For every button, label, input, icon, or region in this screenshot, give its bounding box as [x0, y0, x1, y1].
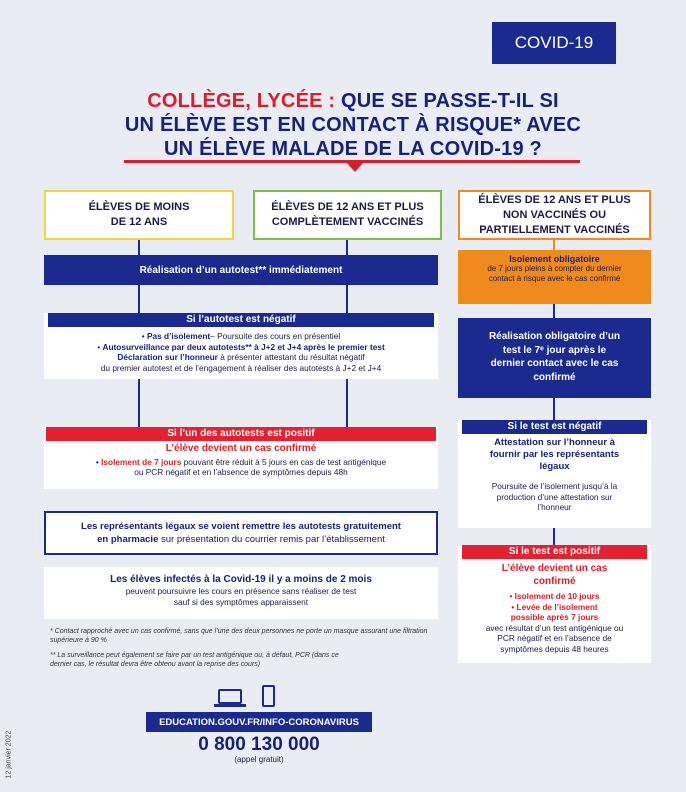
pharmacy-line-2: en pharmacie sur présentation du courrier remis par l’établissement [97, 534, 385, 545]
connector-line [138, 285, 140, 313]
connector-line [346, 240, 348, 255]
negative-line-4: du premier autotest et de l’engagement à réaliser des autotests à J+2 et J+4 [100, 362, 382, 373]
test-positive-bullet-2: • Levée de l’isolement possible après 7 jours [510, 601, 599, 622]
isolation-body: de 7 jours pleins à compter du dernier contact à risque avec le cas confirmé [487, 264, 622, 283]
covid-badge: COVID-19 [492, 22, 616, 64]
phone-number[interactable]: 0 800 130 000 [198, 734, 320, 755]
laptop-icon [218, 689, 242, 704]
positive-subtitle: L’élève devient un cas confirmé [165, 443, 317, 454]
column-header-unvaccinated: ÉLÈVES DE 12 ANS ET PLUS NON VACCINÉS OU PARTIELLEMENT VACCINÉS [458, 190, 651, 240]
title-line1-rest: QUE SE PASSE-T-IL SI [335, 90, 559, 112]
test-negative-box [458, 420, 651, 528]
negative-line-1: • Pas d’isolement– Poursuite des cours en présentiel [141, 331, 341, 341]
autotest-positive-header: Si l’un des autotests est positif [46, 427, 436, 441]
connector-line [553, 528, 555, 545]
test-positive-header: Si le test est positif [462, 545, 647, 559]
test-negative-title: Attestation sur l’honneur à fournir par les représentants légaux [489, 437, 620, 472]
connector-line [553, 304, 555, 318]
infected-title: Les élèves infectés à la Covid-19 il y a moins de 2 mois [110, 574, 372, 585]
pharmacy-line-1: Les représentants légaux se voient remettre les autotests gratuitement [81, 521, 401, 532]
website-link[interactable]: EDUCATION.GOUV.FR/INFO-CORONAVIRUS [146, 712, 372, 732]
connector-line [553, 398, 555, 420]
page-title [60, 90, 646, 161]
laptop-icon-base [214, 704, 246, 707]
date-label: 12 janvier 2022 [5, 730, 13, 779]
autotest-positive-box [44, 427, 438, 489]
phone-icon [262, 685, 275, 707]
test-negative-body: Poursuite de l’isolement jusqu’à la production d’une attestation sur l’honneur [491, 481, 618, 512]
title-line3: UN ÉLÈVE MALADE DE LA COVID-19 ? [164, 138, 542, 160]
negative-line-2: • Autosurveillance par deux autotests** à J+2 et J+4 après le premier test [97, 341, 385, 352]
connector-line [138, 379, 140, 427]
title-divider-arrow [346, 162, 364, 172]
test-negative-header: Si le test est négatif [462, 420, 647, 434]
title-line2: UN ÉLÈVE EST EN CONTACT À RISQUE* AVEC [124, 114, 582, 136]
title-red-part: COLLÈGE, LYCÉE : [147, 90, 336, 112]
test-positive-bullet-1: • Isolement de 10 jours [509, 591, 600, 601]
connector-line [553, 240, 555, 250]
footnote-2: ** La surveillance peut également se faire par un test antigénique ou, à défaut, PCR (dans ce dernier cas, le résultat devra être obtenu avant la reprise des cours) [50, 652, 339, 668]
connector-line [346, 379, 348, 427]
phone-note: (appel gratuit) [234, 755, 284, 764]
test-positive-body: avec résultat d’un test antigénique ou PCR négatif et en l’absence de symptômes depuis 48 heures [485, 622, 624, 654]
positive-line-1: • Isolement de 7 jours pouvant être réduit à 5 jours en cas de test antigénique [95, 456, 387, 467]
infected-line-2: sauf si des symptômes apparaissent [173, 596, 309, 607]
isolation-box [458, 250, 651, 304]
connector-line [138, 240, 140, 255]
autotest-negative-header: Si l’autotest est négatif [48, 313, 434, 327]
test-day7-box: Réalisation obligatoire d’un test le 7ᵉ jour après le dernier contact avec le cas confirmé [458, 318, 651, 398]
autotest-negative-box [44, 313, 438, 379]
test-positive-subtitle: L’élève devient un cas confirmé [501, 563, 608, 587]
column-header-vaccinated: ÉLÈVES DE 12 ANS ET PLUS COMPLÈTEMENT VACCINÉS [253, 190, 442, 240]
isolation-title: Isolement obligatoire [509, 254, 600, 264]
infected-line-1: peuvent poursuivre les cours en présence sans réaliser de test [125, 586, 357, 596]
footnote-1: * Contact rapproché avec un cas confirmé, sans que l’une des deux personnes ne porte un masque assurant une filtration supérieure à 90 % [50, 628, 428, 644]
pharmacy-box [44, 511, 438, 555]
positive-line-2: ou PCR négatif et en l’absence de symptômes depuis 48h [134, 467, 348, 477]
infected-box [44, 567, 438, 619]
test-positive-box [458, 545, 651, 663]
autotest-bar: Réalisation d’un autotest** immédiatement [44, 255, 438, 285]
column-header-under-12: ÉLÈVES DE MOINS DE 12 ANS [44, 190, 234, 240]
negative-line-3: Déclaration sur l’honneur à présenter attestant du résultat négatif [117, 352, 365, 362]
connector-line [346, 285, 348, 313]
